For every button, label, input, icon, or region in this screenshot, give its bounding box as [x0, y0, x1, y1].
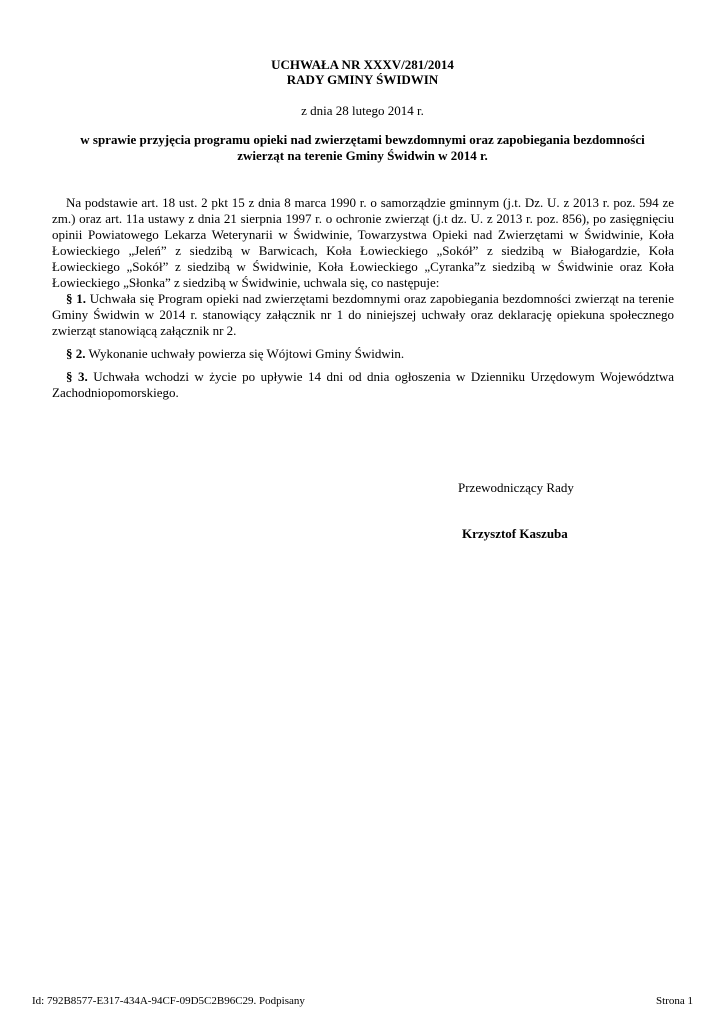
section-3 — [52, 369, 674, 401]
page-number-footer: Strona 1 — [656, 995, 693, 1007]
section-3-mark: § 3. — [66, 369, 88, 384]
legal-basis-paragraph: Na podstawie art. 18 ust. 2 pkt 15 z dnia 8 marca 1990 r. o samorządzie gminnym (j.t. Dz. U. z 2013 r. poz. 594 ze zm.) oraz art. 11a ustawy z dnia 21 sierpnia 1997 r. o ochronie zwierząt (j.t dz. U. z 2013 r. poz. 856), po zasięgnięciu opinii Powiatowego Lekarza Weterynarii w Świdwinie, Towarzystwa Opieki nad Zwierzętami w Świdwinie, Koła Łowieckiego „Jeleń” z siedzibą w Barwicach, Koła Łowieckiego „Sokół” z siedzibą w Białogardzie, Koła Łowieckiego „Sokół” z siedzibą w Świdwinie, Koła Łowieckiego „Cyranka”z siedzibą w Świdwinie oraz Koła Łowieckiego „Słonka” z siedzibą w Świdwinie, uchwala się, co następuje: — [52, 195, 674, 290]
section-3-text: Uchwała wchodzi w życie po upływie 14 dni od dnia ogłoszenia w Dzienniku Urzędowym Województwa Zachodniopomorskiego. — [52, 369, 675, 400]
council-name: RADY GMINY ŚWIDWIN — [286, 72, 439, 87]
section-1-text: Uchwała się Program opieki nad zwierzętami bezdomnymi oraz zapobiegania bezdomności zwierząt na terenie Gminy Świdwin w 2014 r. stanowiący załącznik nr 1 do niniejszej uchwały oraz deklarację opiekuna społecznego zwierząt stanowiącą załącznik nr 2. — [52, 291, 674, 338]
signatory-role: Przewodniczący Rady — [458, 480, 574, 495]
resolution-subject: w sprawie przyjęcia programu opieki nad zwierzętami bewzdomnymi oraz zapobiegania bezdomności zwierząt na terenie Gminy Świdwin w 2014 r. — [80, 132, 645, 163]
section-2-mark: § 2. — [66, 346, 86, 361]
document-id-footer: Id: 792B8577-E317-434A-94CF-09D5C2B96C29. Podpisany — [32, 995, 305, 1007]
resolution-number: UCHWAŁA NR XXXV/281/2014 — [271, 57, 454, 72]
section-2-text: Wykonanie uchwały powierza się Wójtowi Gminy Świdwin. — [85, 346, 405, 361]
resolution-date: z dnia 28 lutego 2014 r. — [301, 103, 424, 118]
signatory-name: Krzysztof Kaszuba — [462, 526, 568, 541]
section-2 — [52, 346, 674, 362]
section-1-mark: § 1. — [66, 291, 86, 306]
section-1 — [52, 291, 674, 339]
